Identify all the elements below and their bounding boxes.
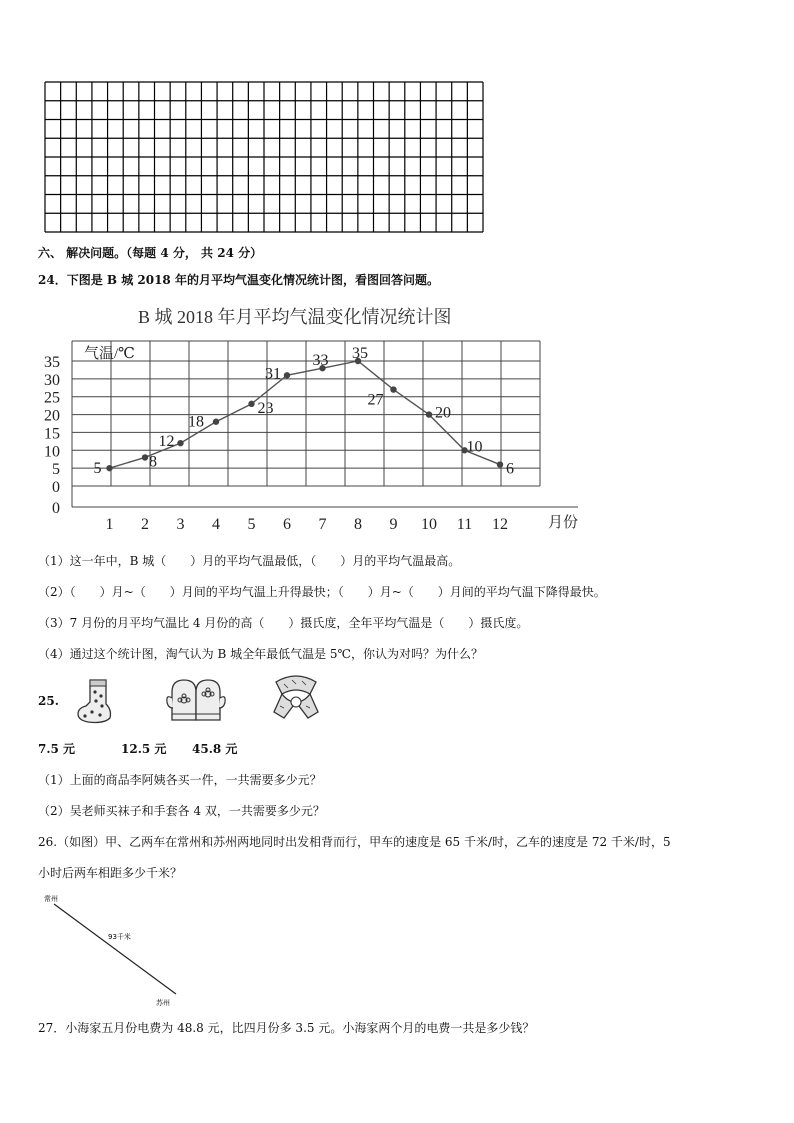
data-point: [142, 454, 148, 460]
q25-sub-2: （2）吴老师买袜子和手套各 4 双，一共需要多少元？: [38, 804, 325, 818]
data-point: [213, 419, 219, 425]
y-tick-label: 5: [52, 461, 60, 479]
chart-title: B 城 2018 年月平均气温变化情况统计图: [138, 307, 452, 327]
scarf-price: 45.8 元: [192, 742, 238, 756]
data-point: [497, 461, 503, 467]
route-diagram: [38, 890, 198, 1010]
y-tick-label: 25: [44, 389, 60, 407]
q25-sub-1: （1）上面的商品李阿姨各买一件，一共需要多少元？: [38, 773, 322, 787]
x-tick-label: 6: [283, 516, 291, 533]
data-point: [426, 411, 432, 417]
q27-text: 27．小海家五月份电费为 48.8 元，比四月份多 3.5 元。小海家两个月的电费一共是多少钱？: [38, 1021, 535, 1035]
x-tick-label: 3: [176, 516, 185, 533]
x-tick-label: 1: [105, 516, 114, 533]
scarf-icon: [268, 672, 324, 726]
q24-sub-1: （1）这一年中，B 城（ ）月的平均气温最低，（ ）月的平均气温最高。: [38, 554, 461, 568]
data-point: [284, 372, 290, 378]
data-label: 35: [352, 345, 368, 362]
answer-grid: [44, 81, 486, 235]
q25-number: 25.: [38, 694, 59, 708]
data-label: 20: [435, 404, 451, 422]
x-tick-label: 5: [247, 516, 256, 533]
y-tick-label: 20: [44, 407, 60, 425]
x-tick-label: 9: [389, 516, 398, 533]
y-tick-label: 15: [44, 425, 60, 443]
sock-icon: [70, 676, 120, 726]
sock-price: 7.5 元: [38, 742, 76, 756]
x-tick-label: 11: [456, 516, 473, 533]
data-point: [177, 440, 183, 446]
x-tick-label: 2: [141, 516, 149, 533]
data-label: 18: [188, 413, 204, 431]
x-axis-label: 月份: [548, 515, 579, 531]
y-tick-label: 0: [52, 500, 60, 517]
q24-sub-3: （3）7 月份的月平均气温比 4 月份的高（ ）摄氏度，全年平均气温是（ ）摄氏度。: [38, 616, 529, 630]
temperature-chart: [38, 300, 598, 536]
x-tick-label: 10: [421, 516, 437, 533]
data-label: 6: [506, 460, 514, 478]
data-point: [390, 386, 396, 392]
data-label: 12: [158, 433, 175, 451]
route-line: [54, 904, 176, 994]
q26-line-1: 26.（如图）甲、乙两车在常州和苏州两地同时出发相背而行，甲车的速度是 65 千米/时，乙车的速度是 72 千米/时，5: [38, 835, 671, 849]
x-tick-label: 7: [318, 516, 327, 533]
data-point: [106, 465, 112, 471]
distance-label: 93千米: [108, 933, 131, 941]
q26-line-2: 小时后两车相距多少千米？: [38, 866, 183, 880]
data-label: 10: [466, 438, 483, 456]
x-tick-label: 12: [492, 516, 508, 533]
x-tick-label: 4: [212, 516, 220, 533]
mittens-price: 12.5 元: [121, 742, 167, 756]
to-city-label: 苏州: [156, 999, 170, 1007]
q24-sub-4: （4）通过这个统计图，淘气认为 B 城全年最低气温是 5℃，你认为对吗？为什么？: [38, 647, 483, 661]
y-tick-label: 30: [44, 371, 60, 389]
data-label: 31: [265, 365, 281, 383]
from-city-label: 常州: [44, 895, 58, 903]
data-point: [248, 401, 254, 407]
y-tick-label: 10: [44, 443, 60, 461]
mittens-icon: [164, 674, 228, 728]
data-label: 27: [367, 391, 384, 409]
y-tick-label: 35: [44, 354, 60, 371]
y-axis-label: 气温/℃: [84, 346, 135, 362]
y-tick-label: 0: [52, 479, 60, 496]
q24-sub-2: （2）（ ）月~（ ）月间的平均气温上升得最快；（ ）月~（ ）月间的平均气温下降得最快。: [38, 585, 606, 599]
x-tick-label: 8: [354, 516, 362, 533]
data-label: 8: [149, 453, 157, 471]
data-label: 33: [312, 352, 329, 370]
q24-prompt: 24．下图是 B 城 2018 年的月平均气温变化情况统计图，看图回答问题。: [38, 273, 439, 287]
section-title: 六、 解决问题。（每题 4 分， 共 24 分）: [38, 246, 263, 260]
data-label: 23: [257, 399, 274, 417]
data-label: 5: [93, 460, 102, 478]
